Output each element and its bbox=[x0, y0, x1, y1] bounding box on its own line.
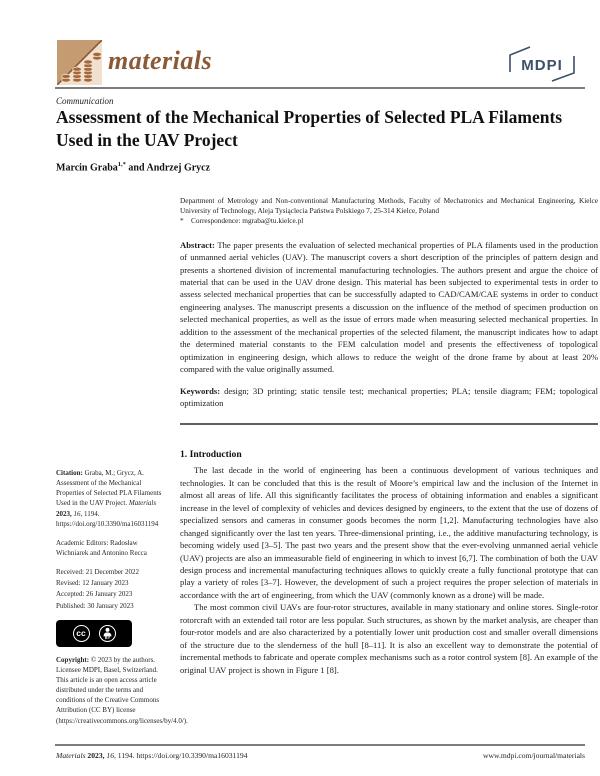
authors-connector: and bbox=[125, 162, 147, 174]
keywords-label: Keywords: bbox=[180, 385, 221, 396]
dates-block bbox=[56, 567, 170, 611]
affiliation-text: Department of Metrology and Non-conventional Manufacturing Methods, Faculty of Mechatronics and Mechanical Engineering, Kielce University of Technology, Aleja Tysiąclecia Państwa Polskiego 7, 25-314 Kielce, Poland bbox=[180, 196, 598, 216]
abstract-label: Abstract: bbox=[180, 239, 215, 250]
journal-name: materials bbox=[108, 46, 213, 75]
citation-volume: 16, bbox=[71, 509, 83, 518]
footer-divider bbox=[55, 744, 585, 746]
section-heading-introduction: 1. Introduction bbox=[180, 448, 242, 460]
footer-citation bbox=[56, 751, 247, 760]
citation-text: Graba, M.; Grycz, A. Assessment of the Mechanical Properties of Selected PLA Filaments Used in the UAV Project. bbox=[56, 469, 162, 508]
mdpi-logo-text: MDPI bbox=[521, 57, 563, 74]
citation-journal: Materials bbox=[128, 499, 157, 508]
accepted-date: Accepted: 26 January 2023 bbox=[56, 590, 133, 599]
published-date: Published: 30 January 2023 bbox=[56, 601, 134, 610]
academic-editors-block bbox=[56, 538, 170, 558]
academic-editors-names: Radosław Wichniarek and Antonino Recca bbox=[56, 538, 147, 557]
author-2: Andrzej Grycz bbox=[146, 162, 211, 174]
citation-block bbox=[56, 468, 170, 529]
header-divider bbox=[55, 87, 585, 89]
cc-by-license-badge[interactable] bbox=[56, 620, 132, 647]
citation-doi-link[interactable]: https://doi.org/10.3390/ma16031194 bbox=[56, 519, 159, 528]
received-date: Received: 21 December 2022 bbox=[56, 568, 140, 577]
abstract-paragraph bbox=[180, 239, 598, 376]
author-1-affil-marker: 1,* bbox=[117, 161, 126, 168]
keywords-text: design; 3D printing; static tensile test; mechanical properties; PLA; tensile diagram; FEM; topological optimization bbox=[180, 385, 598, 409]
citation-year: 2023, bbox=[56, 509, 72, 518]
correspondence-marker: * bbox=[180, 216, 184, 226]
footer-pages: 1194. bbox=[115, 751, 135, 760]
footer-volume: 16, bbox=[104, 751, 116, 760]
footer-journal-url-link[interactable]: www.mdpi.com/journal/materials bbox=[483, 751, 585, 760]
copyright-text: © 2023 by the authors. Licensee MDPI, Basel, Switzerland. This article is an open access article distributed under the terms and conditions of the Creative Commons Attribution (CC BY) license (https://creativecommons.org/licenses/by/4.0/). bbox=[56, 655, 188, 725]
cc-by-person-icon bbox=[99, 625, 116, 642]
cc-icon: cc bbox=[73, 625, 90, 642]
mdpi-logo bbox=[500, 44, 586, 84]
copyright-block bbox=[56, 655, 188, 726]
abstract-text: The paper presents the evaluation of selected mechanical properties of PLA filaments used in the production of unmanned aerial vehicles (UAV). The manuscript covers a short description of the principles of pattern design and presents a shortened division of incremental manufacturing technologies. The authors present and argue the choice of material that can be used in the UAV drone design. This material has been subjected to experimental tests in order to assess selected mechanical properties that can be successfully adapted to CAD/CAM/CAE systems in order to conduct engineering analyses. The manuscript presents a discussion on the influence of the method of specimen production on selected mechanical properties, as well as the issue of errors made when measuring selected mechanical properties. In addition to the assessment of the mechanical properties of the selected filament, the manuscript indicates how to adapt the determined material constants to the FEM calculation model and presents the effectiveness of topological optimization in engineering design, which allows to reduce the weight of the drone frame by about at least 20% compared with the value originally assumed. bbox=[180, 239, 598, 375]
page-title: Assessment of the Mechanical Properties of Selected PLA Filaments Used in the UAV Project bbox=[56, 107, 563, 150]
copyright-label: Copyright: bbox=[56, 655, 90, 664]
intro-paragraph-1: The last decade in the world of engineering has been a continuous development of various techniques and technologies. It can be concluded that this is the result of Moore’s empirical law and the inclusion of the Internet in almost all areas of life. All this significantly facilitates the process of obtaining information and enables a significant increase in the level of complexity of vehicles and devices designed by engineers, to the extent that the use of dozens of specialized sensors and cameras in consumer goods becomes the norm [1,2]. Manufacturing technologies have also changed significantly over the last ten years. Three-dimensional printing, i.e., the additive manufacturing technology, is becoming widely used [3–5]. The past two years and the present show that the ever-evolving unmanned aerial vehicle (UAV) projects are also an immeasurable field of engineering in which to invest [6,7]. The combination of both the UAV design process and incremental manufacturing techniques allows to quickly create a fully functional prototype that can play a variety of roles [3–7]. However, the development of such a project requires the proper selection of materials in accordance with the art of engineering, from which the UAV (commonly known as a drone) will be made. bbox=[180, 465, 598, 600]
article-meta-sidebar bbox=[56, 468, 188, 735]
authors-line bbox=[56, 161, 210, 173]
keywords-paragraph bbox=[180, 385, 598, 410]
cc-by-text: BY bbox=[104, 635, 110, 640]
correspondence-email-link[interactable]: Correspondence: mgraba@tu.kielce.pl bbox=[191, 216, 304, 226]
materials-journal-logo-icon bbox=[57, 40, 102, 85]
citation-pages: 1194. bbox=[82, 509, 100, 518]
academic-editors-label: Academic Editors: bbox=[56, 538, 109, 547]
abstract-divider bbox=[180, 423, 598, 425]
revised-date: Revised: 12 January 2023 bbox=[56, 579, 129, 588]
author-1: Marcin Graba bbox=[56, 162, 118, 174]
intro-paragraph-2: The most common civil UAVs are four-rotor structures, available in many stationary and online stores. Single-rotor rotorcraft with an extended tail rotor are less popular. Such structures, as shown by the market analysis, are cheaper than four-rotor models and are also characterized by a potentially lower unit production cost and smaller overall dimensions of the structure due to the slenderness of the hull [8–11]. It is also an excellent way to demonstrate the potential of incremental methods to fabricate and operate complex mechanisms such as a rotor control system [8]. An example of the original UAV project is shown in Figure 1 [8]. bbox=[180, 602, 598, 675]
footer-journal: Materials bbox=[56, 751, 86, 760]
citation-label: Citation: bbox=[56, 469, 83, 477]
correspondence-line bbox=[180, 216, 598, 226]
footer-doi-link[interactable]: https://doi.org/10.3390/ma16031194 bbox=[134, 751, 248, 760]
main-column bbox=[180, 196, 598, 676]
footer-year: 2023, bbox=[85, 751, 105, 760]
article-type-label: Communication bbox=[56, 96, 114, 106]
